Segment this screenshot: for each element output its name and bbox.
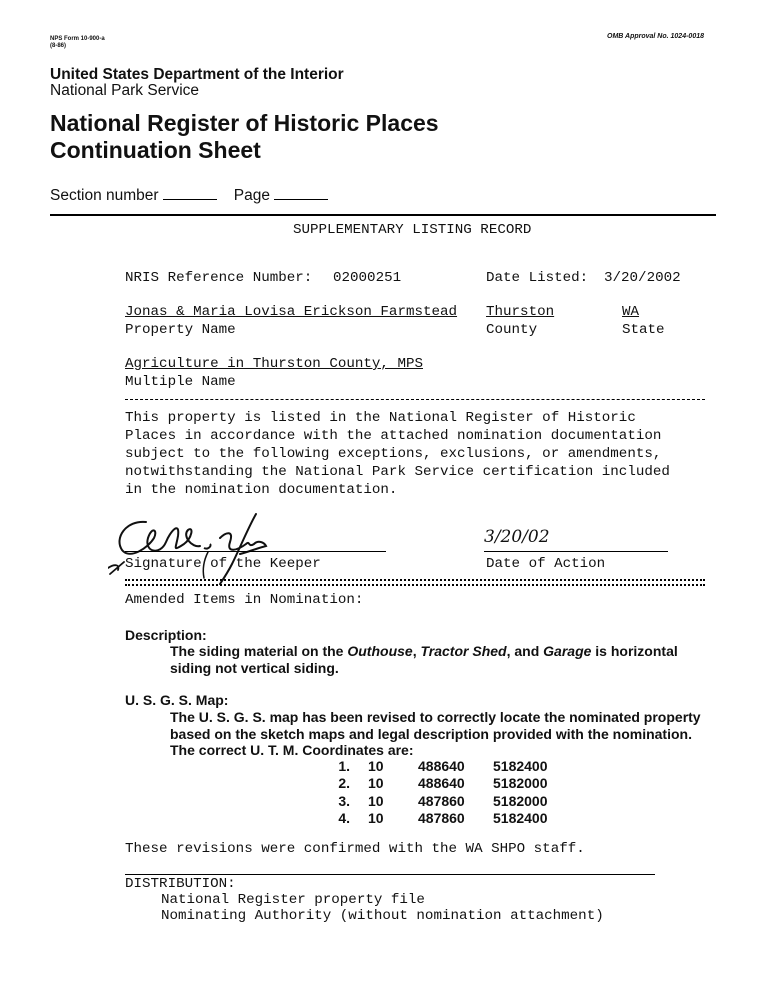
map-line: The correct U. T. M. Coordinates are:	[170, 742, 414, 758]
table-row	[300, 775, 548, 793]
separator-text: , and	[506, 643, 544, 659]
statement-line: in the nomination documentation.	[125, 482, 398, 498]
table-row	[300, 810, 548, 828]
multiple-name-value: Agriculture in Thurston County, MPS	[125, 356, 423, 372]
amended-heading: Amended Items in Nomination:	[125, 592, 364, 608]
map-text	[170, 709, 701, 759]
form-number-text: NPS Form 10-900-a	[50, 36, 105, 42]
utm-coordinates-table	[300, 757, 548, 827]
listing-statement	[125, 409, 725, 499]
garage-term: Garage	[543, 643, 592, 659]
utm-zone: 10	[368, 775, 384, 792]
date-listed-label: Date Listed:	[486, 270, 589, 286]
map-heading: U. S. G. S. Map:	[125, 692, 229, 708]
header-rule	[50, 214, 716, 216]
description-line: siding not vertical siding.	[170, 659, 339, 676]
keeper-signature	[108, 508, 308, 588]
form-date-text: (8-86)	[50, 43, 67, 49]
signature-line	[125, 551, 386, 552]
nris-label: NRIS Reference Number:	[125, 270, 313, 286]
description-heading: Description:	[125, 627, 207, 643]
map-line: based on the sketch maps and legal description provided with the nomination.	[170, 725, 692, 742]
description-text-part: is horizontal	[591, 643, 678, 659]
page-subtitle: Continuation Sheet	[50, 137, 261, 163]
description-text-part: The siding material on the	[170, 643, 348, 659]
property-name-label: Property Name	[125, 322, 236, 338]
utm-easting: 487860	[418, 792, 465, 809]
utm-easting: 487860	[418, 810, 465, 827]
utm-zone: 10	[368, 792, 384, 809]
utm-zone: 10	[368, 757, 384, 774]
tractor-shed-term: Tractor Shed	[420, 643, 507, 659]
department-name: United States Department of the Interior	[50, 66, 344, 83]
table-row	[300, 757, 548, 775]
description-text	[170, 643, 678, 676]
state-label: State	[622, 322, 665, 338]
distribution-rule	[125, 874, 655, 875]
utm-northing: 5182000	[493, 775, 548, 792]
dashed-divider	[125, 399, 705, 400]
county-label: County	[486, 322, 538, 338]
distribution-item: Nominating Authority (without nomination attachment)	[161, 908, 604, 924]
form-number	[50, 36, 105, 50]
date-line	[484, 551, 668, 552]
description-line	[170, 643, 678, 660]
state-value: WA	[622, 304, 640, 320]
page-title: National Register of Historic Places	[50, 110, 439, 136]
confirmation-text: These revisions were confirmed with the WA SHPO staff.	[125, 841, 585, 857]
signature-label: Signature of the Keeper	[125, 556, 321, 572]
date-of-action-label: Date of Action	[486, 556, 606, 572]
statement-line: subject to the following exceptions, exclusions, or amendments,	[125, 446, 662, 462]
statement-line: Places in accordance with the attached nomination documentation	[125, 428, 662, 444]
double-divider	[125, 579, 705, 586]
nris-number: 02000251	[333, 270, 402, 286]
distribution-heading: DISTRIBUTION:	[125, 876, 236, 892]
map-line: The U. S. G. S. map has been revised to correctly locate the nominated property	[170, 709, 701, 725]
utm-easting: 488640	[418, 775, 465, 792]
agency-name: National Park Service	[50, 82, 200, 99]
section-number-label: Section number	[50, 187, 159, 204]
omb-approval: OMB Approval No. 1024-0018	[607, 33, 704, 40]
statement-line: notwithstanding the National Park Service certification included	[125, 464, 670, 480]
separator-text: ,	[412, 643, 421, 659]
utm-zone: 10	[368, 810, 384, 827]
record-heading: SUPPLEMENTARY LISTING RECORD	[293, 222, 532, 238]
utm-index: 1.	[338, 757, 350, 774]
section-page-fields	[50, 187, 328, 205]
utm-easting: 488640	[418, 757, 465, 774]
distribution-item: National Register property file	[161, 892, 425, 908]
page-label: Page	[233, 187, 270, 204]
county-value: Thurston	[486, 304, 555, 320]
date-listed-value: 3/20/2002	[604, 270, 681, 286]
utm-index: 4.	[338, 810, 350, 827]
section-number-blank	[163, 189, 217, 200]
page-number-blank	[274, 189, 328, 200]
table-row	[300, 792, 548, 810]
handwritten-date: 3/20/02	[484, 527, 550, 547]
property-name-value: Jonas & Maria Lovisa Erickson Farmstead	[125, 304, 458, 320]
utm-northing: 5182400	[493, 757, 548, 774]
utm-northing: 5182000	[493, 792, 548, 809]
multiple-name-label: Multiple Name	[125, 374, 236, 390]
statement-line: This property is listed in the National Register of Historic	[125, 410, 636, 426]
outhouse-term: Outhouse	[347, 643, 413, 659]
utm-index: 2.	[338, 775, 350, 792]
utm-northing: 5182400	[493, 810, 548, 827]
utm-index: 3.	[338, 792, 350, 809]
